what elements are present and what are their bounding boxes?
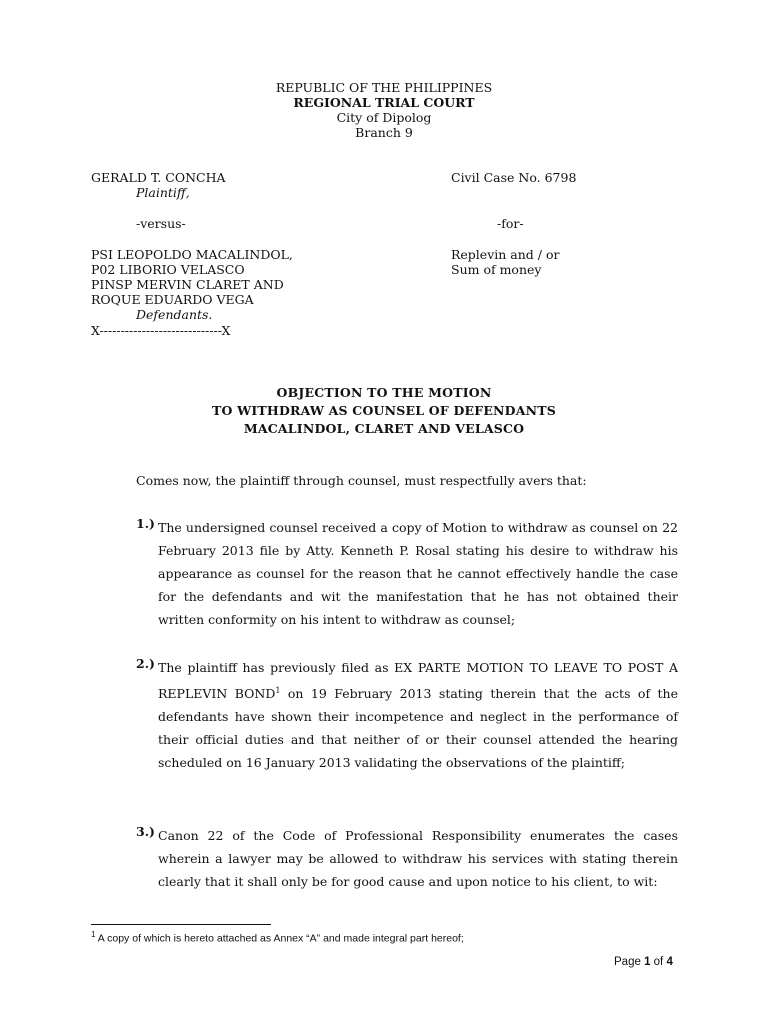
page-middle: of	[650, 956, 667, 968]
defendants-role: Defendants.	[136, 307, 213, 322]
defendant-line: PSI LEOPOLDO MACALINDOL,	[91, 247, 293, 262]
document-title-line1: OBJECTION TO THE MOTION	[276, 385, 492, 400]
paragraph-number: 1.)	[136, 516, 155, 531]
footnote-mark: 1	[91, 930, 96, 939]
defendant-line: ROQUE EDUARDO VEGA	[91, 292, 254, 307]
paragraph-number: 2.)	[136, 656, 155, 671]
header-republic: REPUBLIC OF THE PHILIPPINES	[275, 80, 493, 95]
case-number: Civil Case No. 6798	[451, 170, 577, 185]
paragraph-2-text-start: The plaintiff has previously filed as EX PARTE MOTION TO LEAVE TO POST A REPLEVIN BOND	[158, 660, 678, 702]
paragraph-3: Canon 22 of the Code of Professional Responsibility enumerates the cases wherein a lawyer may be allowed to withdraw his services with stating therein clearly that it shall only be for good cause and upon notice to his client, to wit:	[158, 828, 678, 889]
page-prefix: Page	[614, 956, 645, 968]
paragraph-1: The undersigned counsel received a copy of Motion to withdraw as counsel on 22 February 2013 file by Atty. Kenneth P. Rosal stating his desire to withdraw his appearance as counsel for the reason that he cannot effectively handle the case for the defendants and wit the manifestation that he has not obtained their written conformity on his intent to withdraw as counsel;	[158, 520, 678, 627]
paragraph-2-text-end: on 19 February 2013 stating therein that the acts of the defendants have shown their incompetence and neglect in the performance of their official duties and that neither of or their counsel attended the hearing scheduled on 16 January 2013 validating the observations of the plaintiff;	[158, 686, 679, 771]
intro-text: Comes now, the plaintiff through counsel, must respectfully avers that:	[136, 473, 587, 488]
plaintiff-name: GERALD T. CONCHA	[91, 170, 226, 185]
footnote-divider	[91, 924, 271, 925]
footnote	[91, 930, 464, 945]
document-title-line2: TO WITHDRAW AS COUNSEL OF DEFENDANTS	[212, 403, 556, 418]
document-title-line3: MACALINDOL, CLARET AND VELASCO	[243, 421, 525, 436]
plaintiff-role: Plaintiff,	[136, 185, 190, 200]
case-nature-line2: Sum of money	[451, 262, 542, 277]
footnote-text: A copy of which is hereto attached as Annex “A” and made integral part hereof;	[95, 932, 464, 945]
page-number	[614, 956, 673, 968]
footnote-reference[interactable]: 1	[275, 686, 281, 695]
page-total: 4	[666, 956, 673, 968]
case-nature-line1: Replevin and / or	[451, 247, 560, 262]
paragraph-2	[158, 656, 678, 774]
defendant-line: P02 LIBORIO VELASCO	[91, 262, 245, 277]
defendant-line: PINSP MERVIN CLARET AND	[91, 277, 284, 292]
versus-label: -versus-	[136, 216, 186, 231]
page-current: 1	[644, 956, 651, 968]
caption-separator: X-----------------------------X	[91, 323, 231, 338]
header-court: REGIONAL TRIAL COURT	[293, 95, 475, 110]
for-label: -for-	[497, 216, 524, 231]
header-branch: Branch 9	[355, 125, 413, 140]
paragraph-number: 3.)	[136, 824, 155, 839]
header-city: City of Dipolog	[336, 110, 432, 125]
